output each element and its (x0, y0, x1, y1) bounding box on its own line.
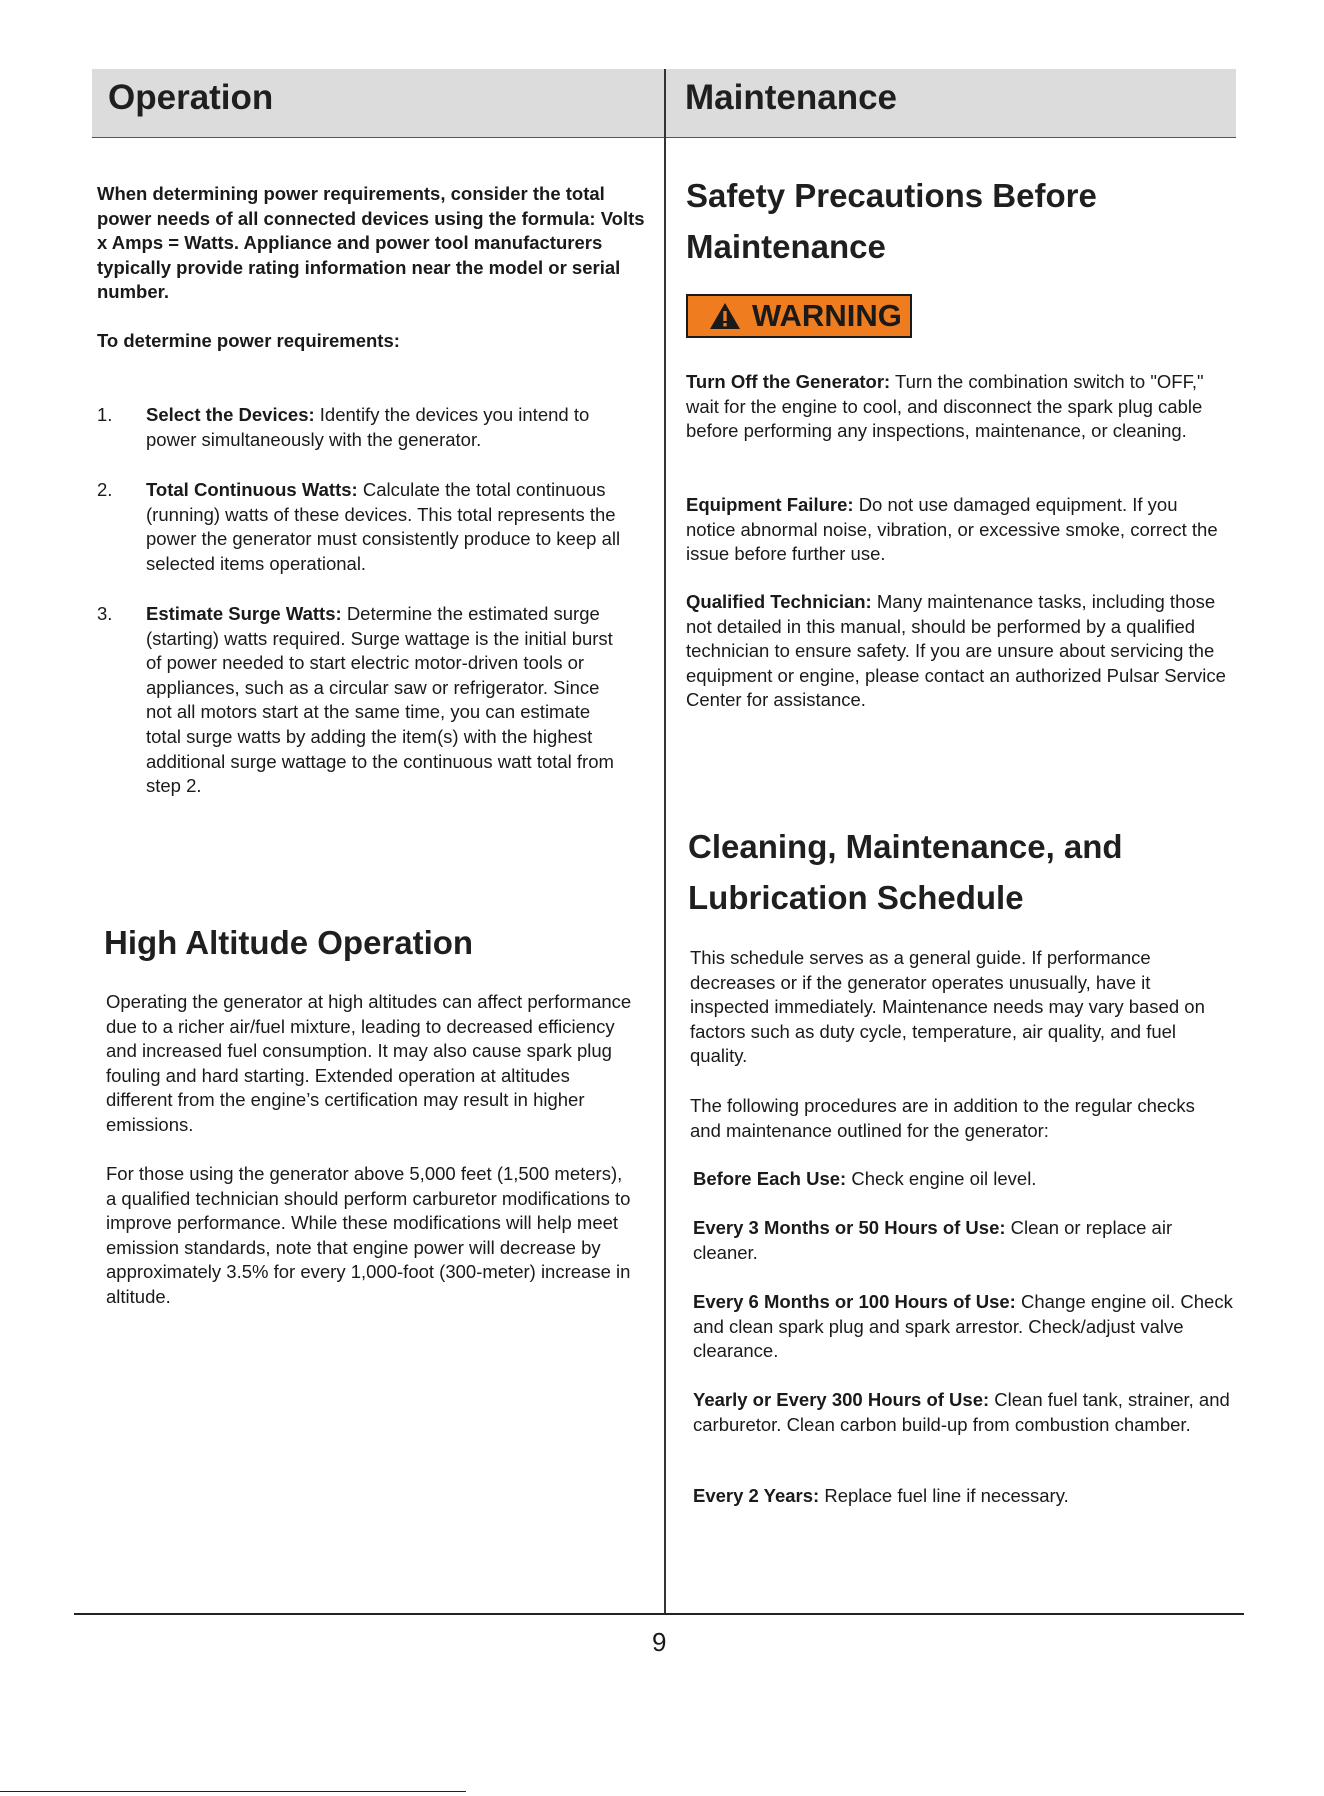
step-item (146, 602, 630, 799)
schedule-item (693, 1290, 1233, 1364)
step-title: Estimate Surge Watts: (146, 603, 342, 624)
operation-column-title: Operation (108, 78, 274, 117)
page-number: 9 (652, 1627, 667, 1657)
footer-divider (74, 1613, 1244, 1615)
step-number: 3. (97, 603, 113, 624)
schedule-item-text: Clean fuel tank, strainer, and carburetor. Clean carbon build-up from combustion chamber. (693, 1389, 1230, 1435)
step-item (146, 403, 630, 452)
safety-title-line2: Maintenance (686, 228, 886, 265)
warning-banner (686, 294, 912, 338)
schedule-intro: This schedule serves as a general guide. If performance decreases or if the generator operates unusually, have it inspected immediately. Maintenance needs may vary based on factors such as duty cycle, temperature, air quality, and fuel quality. (690, 947, 1205, 1067)
safety-item-title: Turn Off the Generator: (686, 371, 891, 392)
schedule-item-title: Every 2 Years: (693, 1485, 820, 1506)
schedule-item (693, 1388, 1233, 1437)
power-requirements-intro: When determining power requirements, consider the total power needs of all connected devices using the formula: Volts x Amps = Watts. Appliance and power tool manufacturers typically provide rating information near the model or serial number. (97, 183, 645, 303)
safety-item-text: Turn the combination switch to "OFF," wait for the engine to cool, and disconnect the spark plug cable before performing any inspections, maintenance, or cleaning. (686, 371, 1204, 442)
safety-item (686, 590, 1226, 713)
step-number: 2. (97, 479, 113, 500)
schedule-item (693, 1484, 1233, 1509)
step-item (146, 478, 630, 576)
step-title: Total Continuous Watts: (146, 479, 358, 500)
schedule-title-line1: Cleaning, Maintenance, and (688, 828, 1123, 865)
schedule-intro-2: The following procedures are in addition to the regular checks and maintenance outlined for the generator: (690, 1095, 1195, 1141)
warning-label: WARNING (752, 298, 902, 333)
step-text: Determine the estimated surge (starting) watts required. Surge wattage is the initial burst of power needed to start electric motor-driven tools or appliances, such as a circular saw or refrigerator. Since not all motors start at the same time, you can estimate total surge watts by adding the item(s) with the highest additional surge wattage to the continuous watt total from step 2. (146, 603, 614, 797)
safety-item (686, 493, 1226, 567)
high-altitude-paragraph: Operating the generator at high altitudes can affect performance due to a richer air/fuel mixture, leading to decreased efficiency and increased fuel consumption. It may also cause spark plug fouling and hard starting. Extended operation at altitudes different from the engine’s certification may result in higher emissions. (106, 991, 632, 1135)
schedule-item-text: Change engine oil. Check and clean spark plug and spark arrestor. Check/adjust valve clearance. (693, 1291, 1233, 1362)
safety-item-text: Many maintenance tasks, including those not detailed in this manual, should be performed by a qualified technician to ensure safety. If you are unsure about servicing the equipment or engine, please contact an authorized Pulsar Service Center for assistance. (686, 591, 1226, 711)
safety-title-line1: Safety Precautions Before (686, 177, 1097, 214)
step-text: Calculate the total continuous (running) watts of these devices. This total represents the power the generator must consistently produce to keep all selected items operational. (146, 479, 621, 574)
bottom-edge-rule (0, 1791, 466, 1792)
column-divider (664, 69, 666, 1613)
schedule-item-title: Before Each Use: (693, 1168, 847, 1189)
schedule-item-text: Replace fuel line if necessary. (824, 1485, 1069, 1506)
schedule-title-line2: Lubrication Schedule (688, 879, 1024, 916)
safety-item-title: Equipment Failure: (686, 494, 854, 515)
schedule-item-text: Clean or replace air cleaner. (693, 1217, 1173, 1263)
safety-item-title: Qualified Technician: (686, 591, 872, 612)
schedule-item-title: Yearly or Every 300 Hours of Use: (693, 1389, 990, 1410)
high-altitude-title: High Altitude Operation (104, 924, 474, 961)
warning-triangle-icon (708, 301, 742, 331)
steps-heading: To determine power requirements: (97, 330, 400, 351)
schedule-item-text: Check engine oil level. (851, 1168, 1037, 1189)
step-number: 1. (97, 404, 113, 425)
step-text: Identify the devices you intend to power simultaneously with the generator. (146, 404, 590, 450)
schedule-item-title: Every 3 Months or 50 Hours of Use: (693, 1217, 1006, 1238)
maintenance-column-title: Maintenance (685, 78, 897, 117)
safety-item-text: Do not use damaged equipment. If you notice abnormal noise, vibration, or excessive smoke, correct the issue before further use. (686, 494, 1218, 565)
safety-item (686, 370, 1226, 444)
schedule-item-title: Every 6 Months or 100 Hours of Use: (693, 1291, 1016, 1312)
schedule-item (693, 1167, 1233, 1192)
step-title: Select the Devices: (146, 404, 315, 425)
schedule-item (693, 1216, 1233, 1265)
high-altitude-paragraph: For those using the generator above 5,000 feet (1,500 meters), a qualified technician should perform carburetor modifications to improve performance. While these modifications will help meet emission standards, note that engine power will decrease by approximately 3.5% for every 1,000-foot (300-meter) increase in altitude. (106, 1163, 631, 1307)
